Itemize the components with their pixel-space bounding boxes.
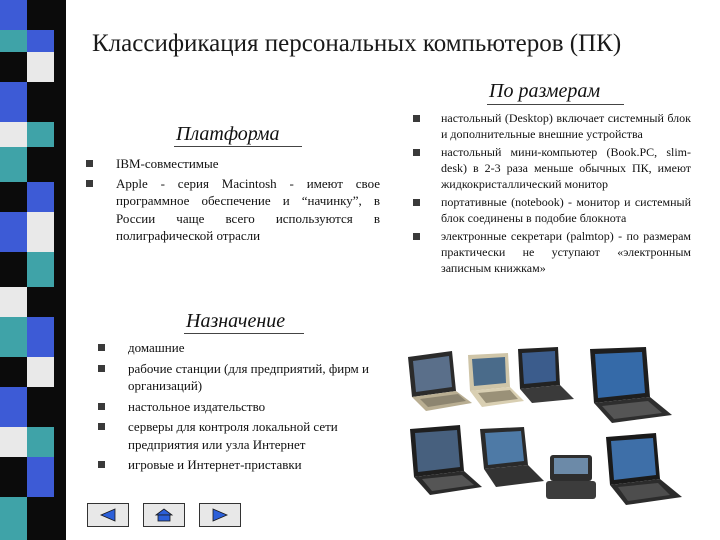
- size-heading-rule: [487, 104, 624, 105]
- platform-list: [86, 155, 380, 245]
- list-item: электронные секретари (palmtop) - по размерам практически не уступают «электронным записным книжкам»: [413, 228, 691, 276]
- home-button[interactable]: [143, 503, 185, 527]
- platform-heading: Платформа: [176, 123, 280, 145]
- list-item: игровые и Интернет-приставки: [98, 456, 393, 474]
- size-heading: По размерам: [489, 80, 601, 102]
- home-icon: [144, 504, 184, 526]
- decorative-stripe: [0, 0, 66, 540]
- page-title: Классификация персональных компьютеров (ПК): [92, 30, 622, 57]
- list-item: Apple - серия Macintosh - имеют свое программное обеспечение и “начинку”, в России чаще всего используются в полиграфической отрасли: [86, 175, 380, 245]
- purpose-list: [98, 339, 393, 474]
- arrow-right-icon: [200, 504, 240, 526]
- bullet-icon: [413, 199, 420, 206]
- list-item: настольное издательство: [98, 398, 393, 416]
- laptop-icon: [606, 433, 682, 505]
- laptop-icon: [518, 347, 574, 403]
- bullet-icon: [413, 149, 420, 156]
- laptop-icon: [590, 347, 672, 423]
- bullet-icon: [413, 233, 420, 240]
- palmtop-icon: [546, 455, 596, 499]
- arrow-left-icon: [88, 504, 128, 526]
- list-item: IBM-совместимые: [86, 155, 380, 173]
- platform-heading-rule: [174, 146, 302, 147]
- purpose-heading-rule: [184, 333, 304, 334]
- laptop-icon: [468, 353, 524, 407]
- list-item: серверы для контроля локальной сети предприятия или узла Интернет: [98, 418, 393, 453]
- bullet-icon: [98, 365, 105, 372]
- bullet-icon: [413, 115, 420, 122]
- list-item: домашние: [98, 339, 393, 357]
- list-item: настольный (Desktop) включает системный блок и дополнительные внешние устройства: [413, 110, 691, 142]
- bullet-icon: [98, 423, 105, 430]
- laptop-icon: [480, 427, 544, 487]
- computers-photo-collage: [400, 345, 700, 520]
- laptop-icon: [410, 425, 482, 495]
- next-button[interactable]: [199, 503, 241, 527]
- purpose-heading: Назначение: [186, 310, 286, 332]
- bullet-icon: [98, 403, 105, 410]
- laptop-icon: [408, 351, 472, 411]
- prev-button[interactable]: [87, 503, 129, 527]
- list-item: рабочие станции (для предприятий, фирм и организаций): [98, 360, 393, 395]
- bullet-icon: [98, 344, 105, 351]
- size-list: [413, 110, 691, 276]
- bullet-icon: [86, 180, 93, 187]
- bullet-icon: [98, 461, 105, 468]
- list-item: настольный мини-компьютер (Book.PC, slim-desk) в 2-3 раза меньше обычных ПК, имеют жидкокристаллический монитор: [413, 144, 691, 192]
- bullet-icon: [86, 160, 93, 167]
- list-item: портативные (notebook) - монитор и системный блок соединены в подобие блокнота: [413, 194, 691, 226]
